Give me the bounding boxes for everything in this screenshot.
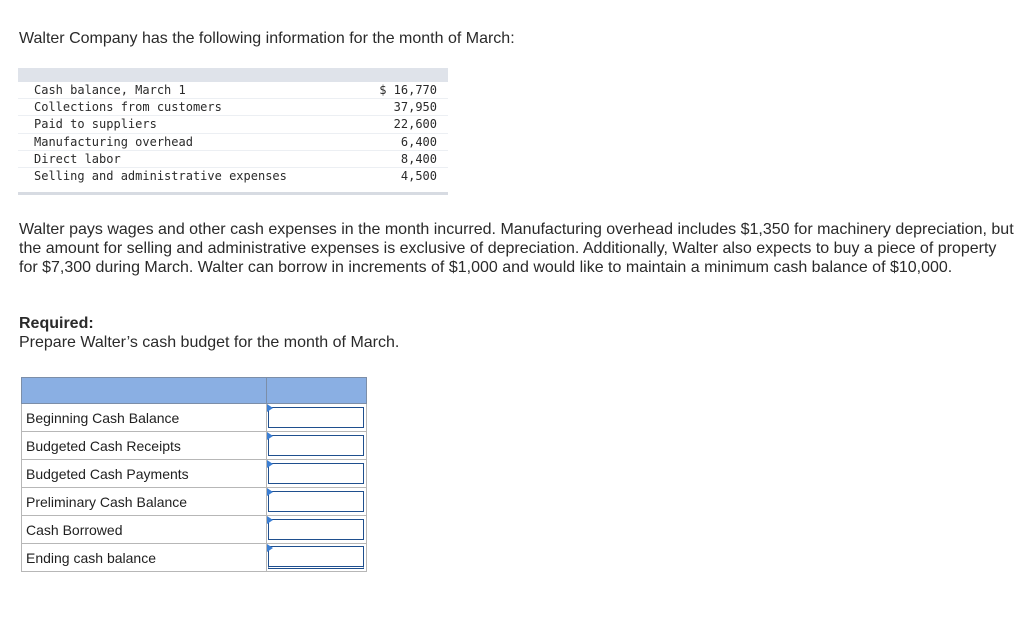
budgeted-cash-payments-input[interactable] — [268, 463, 364, 484]
answer-row-beginning-cash — [22, 404, 367, 432]
answer-header-amount-cell — [266, 378, 366, 404]
cell-marker-icon — [267, 516, 273, 524]
cell-marker-icon — [267, 460, 273, 468]
cell-marker-icon — [267, 404, 273, 412]
answer-table-header — [22, 378, 367, 404]
given-value: 8,400 — [360, 150, 448, 167]
problem-intro: Walter Company has the following information for the month of March: — [19, 30, 515, 47]
given-value: 22,600 — [360, 116, 448, 133]
given-row-cash-balance — [18, 82, 448, 99]
given-row-direct-labor — [18, 150, 448, 167]
amount-cell — [266, 488, 366, 516]
answer-header-label-cell — [22, 378, 267, 404]
given-value: 4,500 — [400, 169, 437, 184]
amount-cell — [266, 516, 366, 544]
amount-cell — [266, 432, 366, 460]
row-label: Ending cash balance — [22, 544, 267, 572]
given-label: Cash balance, March 1 — [18, 82, 360, 99]
problem-description: Walter pays wages and other cash expenses in the month incurred. Manufacturing overhead includes $1,350 for machinery depreciation, but the amount for selling and administrative expenses is exclusive of depreciation. Additionally, Walter also expects to buy a piece of property for $7,300 during March. Walter can borrow in increments of $1,000 and would like to maintain a minimum cash balance of $10,000. — [19, 221, 1014, 276]
row-label: Cash Borrowed — [22, 516, 267, 544]
beginning-cash-balance-input[interactable] — [268, 407, 364, 428]
given-value: $ 16,770 — [360, 82, 448, 99]
given-label: Selling and administrative expenses — [34, 169, 287, 184]
given-data-table — [18, 68, 448, 195]
row-label: Budgeted Cash Payments — [22, 460, 267, 488]
ending-cash-balance-input[interactable] — [268, 546, 364, 569]
answer-row-preliminary-balance — [22, 488, 367, 516]
preliminary-cash-balance-input[interactable] — [268, 491, 364, 512]
answer-row-cash-borrowed — [22, 516, 367, 544]
given-row-manufacturing-overhead — [18, 133, 448, 150]
answer-row-cash-payments — [22, 460, 367, 488]
given-value: 37,950 — [360, 99, 448, 116]
answer-row-ending-cash — [22, 544, 367, 572]
budgeted-cash-receipts-input[interactable] — [268, 435, 364, 456]
cash-budget-answer-table — [21, 377, 367, 572]
given-table-header — [18, 68, 448, 82]
given-value: 6,400 — [360, 133, 448, 150]
amount-cell — [266, 544, 366, 572]
given-row-selling-admin — [18, 167, 448, 184]
cash-borrowed-input[interactable] — [268, 519, 364, 540]
cell-marker-icon — [267, 544, 273, 552]
cell-marker-icon — [267, 432, 273, 440]
amount-cell — [266, 404, 366, 432]
answer-row-cash-receipts — [22, 432, 367, 460]
given-row-collections — [18, 99, 448, 116]
given-label: Manufacturing overhead — [18, 133, 360, 150]
required-instruction: Prepare Walter’s cash budget for the month of March. — [19, 334, 400, 351]
given-label: Direct labor — [18, 150, 360, 167]
row-label: Preliminary Cash Balance — [22, 488, 267, 516]
given-row-paid-suppliers — [18, 116, 448, 133]
row-label: Budgeted Cash Receipts — [22, 432, 267, 460]
required-heading: Required: — [19, 315, 94, 332]
cell-marker-icon — [267, 488, 273, 496]
amount-cell — [266, 460, 366, 488]
row-label: Beginning Cash Balance — [22, 404, 267, 432]
given-label: Collections from customers — [18, 99, 360, 116]
given-table-footer — [18, 184, 448, 194]
given-label: Paid to suppliers — [18, 116, 360, 133]
